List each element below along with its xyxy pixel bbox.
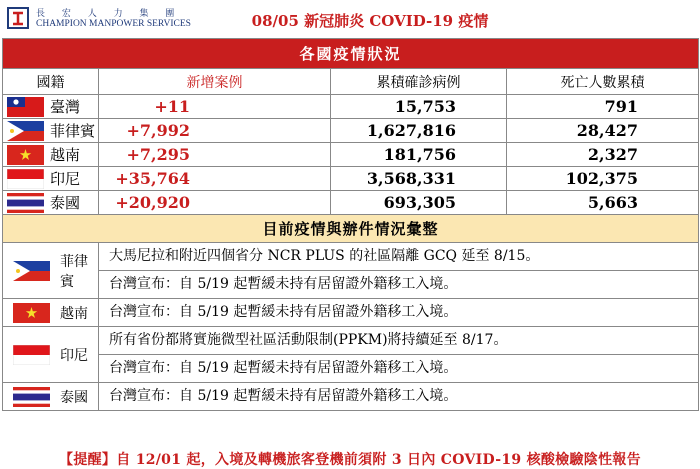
company-name-en: CHAMPION MANPOWER SERVICES [36, 19, 191, 29]
philippines-flag-icon [7, 121, 44, 141]
note-country-cell [3, 299, 99, 327]
country-cell [3, 95, 99, 119]
header [0, 0, 700, 38]
table-row [3, 119, 699, 143]
country-name: 印尼 [50, 170, 81, 188]
new-cases-cell: +11 [99, 95, 331, 119]
country-name: 臺灣 [50, 98, 81, 116]
deaths-cell: 791 [507, 95, 699, 119]
note-country-cell [3, 383, 99, 411]
deaths-cell: 2,327 [507, 143, 699, 167]
vietnam-flag-icon [13, 303, 50, 323]
note-row [3, 271, 699, 299]
country-name: 菲律賓 [50, 122, 96, 140]
taiwan-flag-icon [7, 97, 44, 117]
covid-stats-table [2, 38, 699, 411]
total-cases-cell: 1,627,816 [331, 119, 507, 143]
stats-section-title: 各國疫情狀況 [3, 39, 699, 69]
column-header-country: 國籍 [3, 69, 99, 95]
column-header-deaths: 死亡人數累積 [507, 69, 699, 95]
indonesia-flag-icon [7, 169, 44, 189]
deaths-cell: 28,427 [507, 119, 699, 143]
stats-column-headers [3, 69, 699, 95]
total-cases-cell: 693,305 [331, 191, 507, 215]
note-row [3, 327, 699, 355]
thailand-flag-icon [7, 193, 44, 213]
total-cases-cell: 181,756 [331, 143, 507, 167]
new-cases-cell: +20,920 [99, 191, 331, 215]
note-text: 大馬尼拉和附近四個省分 NCR PLUS 的社區隔離 GCQ 延至 8/15。 [99, 243, 699, 271]
indonesia-flag-icon [13, 345, 50, 365]
total-cases-cell: 3,568,331 [331, 167, 507, 191]
philippines-flag-icon [13, 261, 50, 281]
new-cases-cell: +7,295 [99, 143, 331, 167]
table-row [3, 95, 699, 119]
page-title: 08/05 新冠肺炎 COVID-19 疫情 [251, 12, 489, 30]
vietnam-flag-icon [7, 145, 44, 165]
column-header-total-cases: 累積確診病例 [331, 69, 507, 95]
table-row [3, 167, 699, 191]
note-row [3, 355, 699, 383]
note-country-cell [3, 243, 99, 299]
total-cases-cell: 15,753 [331, 95, 507, 119]
country-cell [3, 119, 99, 143]
note-country-name: 越南 [60, 305, 88, 322]
note-text: 台灣宣布：自 5/19 起暫緩未持有居留證外籍移工入境。 [99, 299, 699, 327]
new-cases-cell: +35,764 [99, 167, 331, 191]
footer-reminder: 【提醒】自 12/01 起，入境及轉機旅客登機前須附 3 日內 COVID-19 核酸檢驗陰性報告 [59, 452, 641, 468]
new-cases-cell: +7,992 [99, 119, 331, 143]
note-country-name: 印尼 [60, 347, 88, 364]
thailand-flag-icon [13, 387, 50, 407]
country-name: 泰國 [50, 194, 81, 212]
notes-section-title: 目前疫情與辦件情況彙整 [3, 215, 699, 243]
note-country-name: 泰國 [60, 389, 88, 406]
country-name: 越南 [50, 146, 81, 164]
note-row [3, 299, 699, 327]
deaths-cell: 5,663 [507, 191, 699, 215]
country-cell [3, 143, 99, 167]
column-header-new-cases: 新增案例 [99, 69, 331, 95]
note-country-name: 菲律賓 [60, 253, 88, 290]
country-cell [3, 167, 99, 191]
note-row [3, 383, 699, 411]
company-name-zh: 長 宏 人 力 集 團 [36, 9, 182, 19]
table-row [3, 143, 699, 167]
country-cell [3, 191, 99, 215]
note-text: 所有省份都將實施微型社區活動限制(PPKM)將持續延至 8/17。 [99, 327, 699, 355]
note-country-cell [3, 327, 99, 383]
table-row [3, 191, 699, 215]
note-text: 台灣宣布：自 5/19 起暫緩未持有居留證外籍移工入境。 [99, 355, 699, 383]
deaths-cell: 102,375 [507, 167, 699, 191]
note-row [3, 243, 699, 271]
note-text: 台灣宣布：自 5/19 起暫緩未持有居留證外籍移工入境。 [99, 383, 699, 411]
note-text: 台灣宣布：自 5/19 起暫緩未持有居留證外籍移工入境。 [99, 271, 699, 299]
